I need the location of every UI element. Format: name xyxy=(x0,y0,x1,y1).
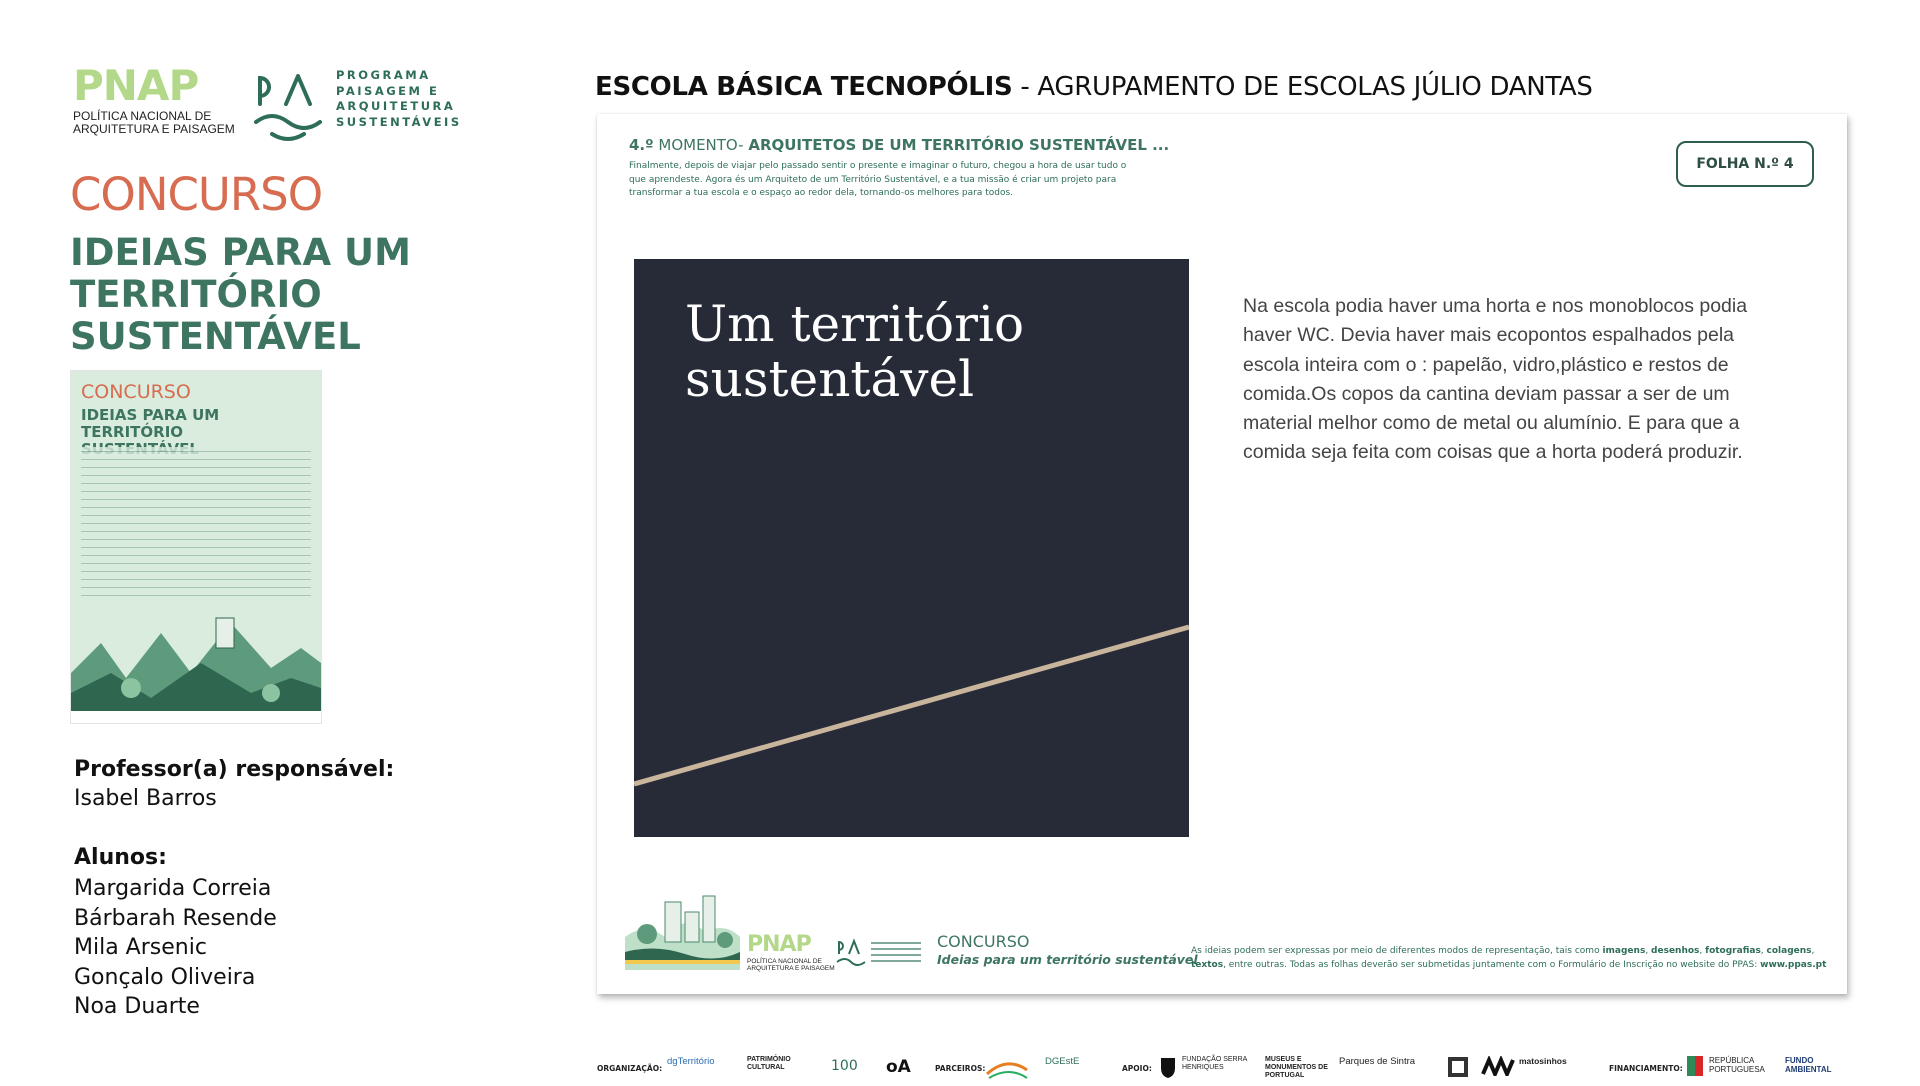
sheet-number-badge: FOLHA N.º 4 xyxy=(1676,141,1814,187)
fundo-ambiental-logo: FUNDO AMBIENTAL xyxy=(1785,1056,1832,1074)
pnap-logo-subtitle xyxy=(73,110,235,136)
ppas-line: PAISAGEM E xyxy=(336,83,440,98)
parques-sintra-logo: Parques de Sintra xyxy=(1339,1056,1416,1067)
financiamento-label: FINANCIAMENTO: xyxy=(1609,1064,1683,1073)
anniversary-logo-icon xyxy=(829,1054,867,1076)
pnap-logo xyxy=(73,61,235,136)
contest-title-line: IDEIAS PARA UM xyxy=(70,231,411,274)
moment-word: MOMENTO- xyxy=(653,136,749,154)
concurso-heading: CONCURSO xyxy=(70,168,323,221)
footer-note-sep: , xyxy=(1760,946,1767,956)
footer-pnap-logo xyxy=(747,934,835,972)
pnap-logo-letters: PNAP xyxy=(73,61,199,110)
partners-strip xyxy=(597,1054,1847,1086)
ppas-line: PROGRAMA xyxy=(336,68,431,82)
student-name: Gonçalo Oliveira xyxy=(74,964,256,990)
ppas-logo-text xyxy=(336,68,462,130)
footer-concurso: CONCURSO xyxy=(937,932,1030,951)
professor-name: Isabel Barros xyxy=(74,786,217,811)
ppas-line: SUSTENTÁVEIS xyxy=(336,114,462,129)
ppas-line: ARQUITETURA xyxy=(336,99,456,113)
dgterritorio-logo: dgTerritório xyxy=(667,1056,715,1067)
ppas-logo-mark-icon xyxy=(252,66,332,142)
coat-of-arms-icon xyxy=(1445,1054,1471,1080)
student-answer-text: Na escola podia haver uma horta e nos monoblocos podia haver WC. Devia haver mais ecopontos espalhados pela escola inteira com o : papelão, vidro,plástico e restos de comida.Os copos da cantina deviam passar a ser de um material melhor como de metal ou alumínio. E para que a comida seja feita com coisas que a horta poderá produzir. xyxy=(1243,295,1748,464)
footer-city-illustration xyxy=(625,882,740,970)
student-name: Noa Duarte xyxy=(74,994,200,1019)
footer-contest-title: Ideias para um território sustentável xyxy=(937,952,1198,967)
contest-title xyxy=(70,232,450,358)
oa-logo-icon xyxy=(885,1054,915,1078)
svg-text:100: 100 xyxy=(831,1058,858,1074)
professor-label: Professor(a) responsável: xyxy=(74,757,395,782)
footer-note-sep: , xyxy=(1811,946,1815,956)
contest-title-line: TERRITÓRIO xyxy=(70,273,322,316)
footer-note-bold: desenhos xyxy=(1651,946,1700,956)
svg-text:oA: oA xyxy=(886,1057,911,1077)
school-header xyxy=(595,72,1593,102)
matosinhos-mark-icon xyxy=(1481,1056,1515,1076)
moment-number: 4.º xyxy=(629,136,654,154)
ppas-logo xyxy=(252,66,462,144)
parceiros-label: PARCEIROS: xyxy=(935,1064,986,1073)
patrimonio-cultural-logo: PATRIMÓNIO CULTURAL xyxy=(747,1056,791,1071)
student-name: Margarida Correia xyxy=(74,876,272,901)
moment-heading xyxy=(629,136,1169,154)
dge-logo-icon xyxy=(985,1054,1029,1080)
contest-title-line: SUSTENTÁVEL xyxy=(70,315,361,358)
students-label: Alunos: xyxy=(74,845,167,870)
poster-landscape-illustration xyxy=(71,593,321,723)
student-name: Mila Arsenic xyxy=(74,935,207,960)
footer-note-bold: fotografias xyxy=(1705,946,1761,956)
footer-ppas-logo xyxy=(835,936,925,972)
moment-description: Finalmente, depois de viajar pelo passado sentir o presente e imaginar o futuro, chegou a hora de usar tudo o que aprendeste. Agora és um Arquiteto de um Território Sustentável, e a tua missão é criar um projeto para transformar a tua escola e o espaço ao redor dela, tornando-os melhores para todos. xyxy=(629,161,1127,198)
activity-sheet xyxy=(597,114,1847,994)
museus-monumentos-logo: MUSEUS E MONUMENTOS DE PORTUGAL xyxy=(1265,1056,1328,1079)
pnap-logo-line-1: POLÍTICA NACIONAL DE xyxy=(73,109,212,123)
student-name: Bárbarah Resende xyxy=(74,905,277,931)
organizacao-label: ORGANIZAÇÃO: xyxy=(597,1064,663,1073)
footer-note-sep: , xyxy=(1645,946,1652,956)
footer-pnap-sub xyxy=(747,958,835,972)
crest-icon xyxy=(1159,1056,1177,1078)
matosinhos-logo: matosinhos xyxy=(1519,1056,1567,1066)
slide-title-line: sustentável xyxy=(685,350,975,408)
footer-website-link[interactable]: www.ppas.pt xyxy=(1760,960,1827,970)
poster-body-text xyxy=(81,447,311,597)
slide-image xyxy=(634,259,1189,837)
poster-title: IDEIAS PARA UM TERRITÓRIO xyxy=(81,406,220,441)
school-name: ESCOLA BÁSICA TECNOPÓLIS xyxy=(595,72,1013,102)
footer-pnap-letters: PNAP xyxy=(747,932,811,957)
moment-title: ARQUITETOS DE UM TERRITÓRIO SUSTENTÁVEL ... xyxy=(748,136,1170,154)
portugal-emblem-icon xyxy=(1685,1054,1705,1078)
footer-note-bold: colagens xyxy=(1766,946,1812,956)
footer-pnap-line: POLÍTICA NACIONAL DE xyxy=(747,958,822,965)
footer-note-bold: imagens xyxy=(1602,946,1646,956)
footer-note-text: As ideias podem ser expressas por meio de diferentes modos de representação, tais como xyxy=(1191,946,1603,956)
school-group: - AGRUPAMENTO DE ESCOLAS JÚLIO DANTAS xyxy=(1012,72,1593,102)
apoio-label: APOIO: xyxy=(1122,1064,1152,1073)
students-list xyxy=(74,874,277,1022)
footer-note-text: , entre outras. Todas as folhas deverão ser submetidas juntamente com o Formulário de Inscrição no website do PPAS: xyxy=(1223,960,1761,970)
footer-note-sep: , xyxy=(1699,946,1706,956)
footer-pnap-line: ARQUITETURA E PAISAGEM xyxy=(747,965,835,972)
slide-title xyxy=(685,297,1024,407)
slide-title-line: Um território xyxy=(685,295,1025,353)
dgeste-logo: DGEstE xyxy=(1045,1056,1080,1067)
footer-note-bold: textos xyxy=(1191,960,1224,970)
poster-concurso: CONCURSO xyxy=(81,381,191,403)
fundacao-serra-henriques-logo: FUNDAÇÃO SERRA HENRIQUES xyxy=(1182,1056,1247,1071)
pnap-logo-line-2: ARQUITETURA E PAISAGEM xyxy=(73,122,235,136)
contest-poster-thumbnail xyxy=(70,370,322,724)
footer-note xyxy=(1191,944,1831,972)
republica-portuguesa-logo: REPÚBLICA PORTUGUESA xyxy=(1709,1056,1765,1074)
